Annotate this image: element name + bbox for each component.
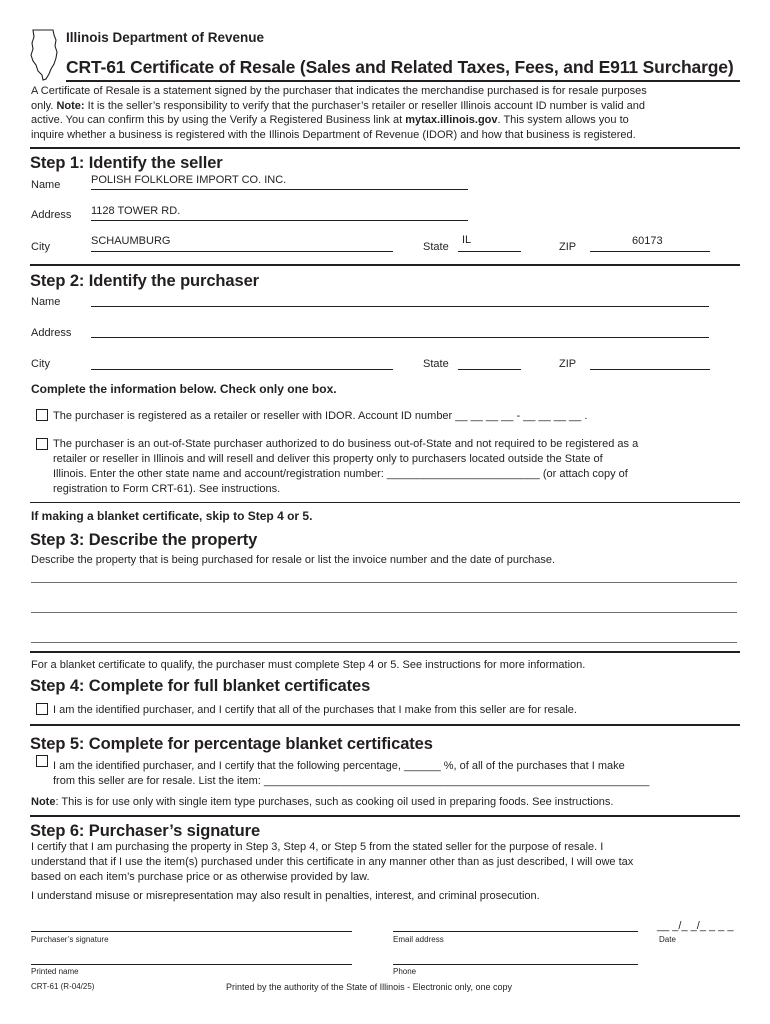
purchaser-signature-field[interactable] — [31, 931, 352, 932]
property-description-line-1[interactable] — [31, 582, 737, 583]
seller-zip-line — [590, 251, 710, 252]
step5-note-text: : This is for use only with single item type purchases, such as cooking oil used in preparing foods. See instructions. — [55, 796, 614, 808]
seller-address-field[interactable]: 1128 TOWER RD. — [91, 205, 181, 217]
phone-field[interactable] — [393, 964, 638, 965]
step3-heading: Step 3: Describe the property — [30, 531, 258, 549]
seller-city-line — [91, 251, 393, 252]
section-rule — [30, 502, 740, 503]
date-field[interactable]: __ _/_ _/_ _ _ _ — [657, 920, 734, 932]
date-label: Date — [659, 935, 676, 944]
section-rule — [30, 724, 740, 726]
seller-zip-label: ZIP — [559, 241, 577, 253]
purchaser-signature-label: Purchaser’s signature — [31, 935, 109, 944]
full-blanket-text: I am the identified purchaser, and I certify that all of the purchases that I make from this seller are for resale. — [53, 704, 577, 716]
idor-registered-checkbox[interactable] — [36, 409, 48, 421]
intro-line — [31, 99, 645, 114]
seller-name-field[interactable]: POLISH FOLKLORE IMPORT CO. INC. — [91, 174, 287, 186]
phone-label: Phone — [393, 967, 417, 976]
full-blanket-checkbox[interactable] — [36, 703, 48, 715]
out-of-state-line: registration to Form CRT-61). See instructions. — [53, 483, 281, 495]
purchaser-address-field[interactable] — [91, 337, 709, 338]
intro-only: only. — [31, 99, 54, 112]
purchaser-state-field[interactable] — [458, 369, 521, 370]
section-rule — [30, 147, 740, 149]
out-of-state-line: The purchaser is an out-of-State purchaser authorized to do business out-of-State and not required to be registered as a — [53, 438, 639, 450]
verify-business-link[interactable]: mytax.illinois.gov — [405, 114, 498, 126]
step1-heading: Step 1: Identify the seller — [30, 154, 223, 172]
step5-heading: Step 5: Complete for percentage blanket certificates — [30, 735, 433, 753]
section-rule — [30, 651, 740, 653]
seller-name-line — [91, 189, 468, 190]
out-of-state-line: Illinois. Enter the other state name and account/registration number: _________________________ (or attach copy of — [53, 468, 628, 480]
step4-heading: Step 4: Complete for full blanket certificates — [30, 677, 371, 695]
percentage-blanket-line: I am the identified purchaser, and I certify that the following percentage, ______ %, of all of the purchases that I make — [53, 760, 625, 772]
form-revision-id: CRT-61 (R-04/25) — [31, 982, 95, 991]
certification-line: I certify that I am purchasing the property in Step 3, Step 4, or Step 5 from the stated seller for the purpose of resale. I — [31, 841, 604, 853]
percentage-blanket-checkbox[interactable] — [36, 755, 48, 767]
purchaser-name-label: Name — [31, 296, 61, 308]
intro-line-text: active. You can confirm this by using the Verify a Registered Business link at — [31, 114, 403, 126]
percentage-item-line: from this seller are for resale. List the item: _______________________________________________________________ — [53, 775, 650, 787]
seller-state-field[interactable]: IL — [462, 234, 472, 246]
printed-name-label: Printed name — [31, 967, 79, 976]
intro-line — [31, 113, 629, 128]
seller-city-label: City — [31, 241, 50, 253]
purchaser-city-field[interactable] — [91, 369, 393, 370]
purchaser-city-label: City — [31, 358, 50, 370]
intro-line-text: It is the seller’s responsibility to verify that the purchaser’s retailer or reseller Illinois account ID number is valid and — [87, 99, 646, 112]
seller-state-label: State — [423, 241, 449, 253]
form-title: CRT-61 Certificate of Resale (Sales and Related Taxes, Fees, and E911 Surcharge) — [66, 57, 734, 77]
step5-note-label: Note — [31, 796, 56, 808]
property-description-line-2[interactable] — [31, 612, 737, 613]
seller-address-line — [91, 220, 468, 221]
email-address-label: Email address — [393, 935, 444, 944]
step6-heading: Step 6: Purchaser’s signature — [30, 822, 261, 840]
seller-address-label: Address — [31, 209, 72, 221]
idor-registered-text: The purchaser is registered as a retailer or reseller with IDOR. Account ID number __ __ __ __ - __ __ __ __ . — [53, 410, 588, 422]
purchaser-address-label: Address — [31, 327, 72, 339]
purchaser-state-label: State — [423, 358, 449, 370]
misuse-warning: I understand misuse or misrepresentation may also result in penalties, interest, and criminal prosecution. — [31, 890, 540, 902]
section-rule — [30, 815, 740, 817]
email-address-field[interactable] — [393, 931, 638, 932]
seller-name-label: Name — [31, 179, 61, 191]
seller-city-field[interactable]: SCHAUMBURG — [91, 235, 171, 247]
seller-state-line — [458, 251, 521, 252]
purchaser-zip-label: ZIP — [559, 358, 577, 370]
step3-instruction: Describe the property that is being purchased for resale or list the invoice number and the date of purchase. — [31, 554, 556, 566]
certification-line: based on each item’s purchase price or as otherwise provided by law. — [31, 871, 370, 883]
blanket-qualify-info: For a blanket certificate to qualify, the purchaser must complete Step 4 or 5. See instructions for more information. — [31, 659, 586, 671]
certification-line: understand that if I use the item(s) purchased under this certificate in any manner other than as just described, I will owe tax — [31, 856, 634, 868]
purchaser-zip-field[interactable] — [590, 369, 710, 370]
seller-zip-field[interactable]: 60173 — [632, 235, 663, 247]
section-rule — [30, 264, 740, 266]
header-rule — [66, 80, 740, 82]
intro-line: inquire whether a business is registered with the Illinois Department of Revenue (IDOR) and how that business is registered. — [31, 128, 636, 141]
printed-name-field[interactable] — [31, 964, 352, 965]
purchaser-name-field[interactable] — [91, 306, 709, 307]
property-description-line-3[interactable] — [31, 642, 737, 643]
step5-note — [31, 797, 613, 808]
intro-line: A Certificate of Resale is a statement signed by the purchaser that indicates the merchandise purchased is for resale purposes — [31, 85, 647, 97]
blanket-skip-note: If making a blanket certificate, skip to Step 4 or 5. — [31, 509, 313, 523]
printing-authority: Printed by the authority of the State of Illinois - Electronic only, one copy — [226, 982, 512, 992]
out-of-state-checkbox[interactable] — [36, 438, 48, 450]
intro-note-label: Note: — [56, 99, 85, 112]
step2-heading: Step 2: Identify the purchaser — [30, 272, 259, 290]
out-of-state-line: retailer or reseller in Illinois and will resell and deliver this property only to purchasers located outside the State of — [53, 453, 603, 465]
intro-line-text: . This system allows you to — [497, 114, 629, 126]
agency-name: Illinois Department of Revenue — [66, 30, 265, 45]
illinois-state-outline-icon — [29, 28, 59, 82]
check-one-instruction: Complete the information below. Check only one box. — [31, 382, 337, 396]
